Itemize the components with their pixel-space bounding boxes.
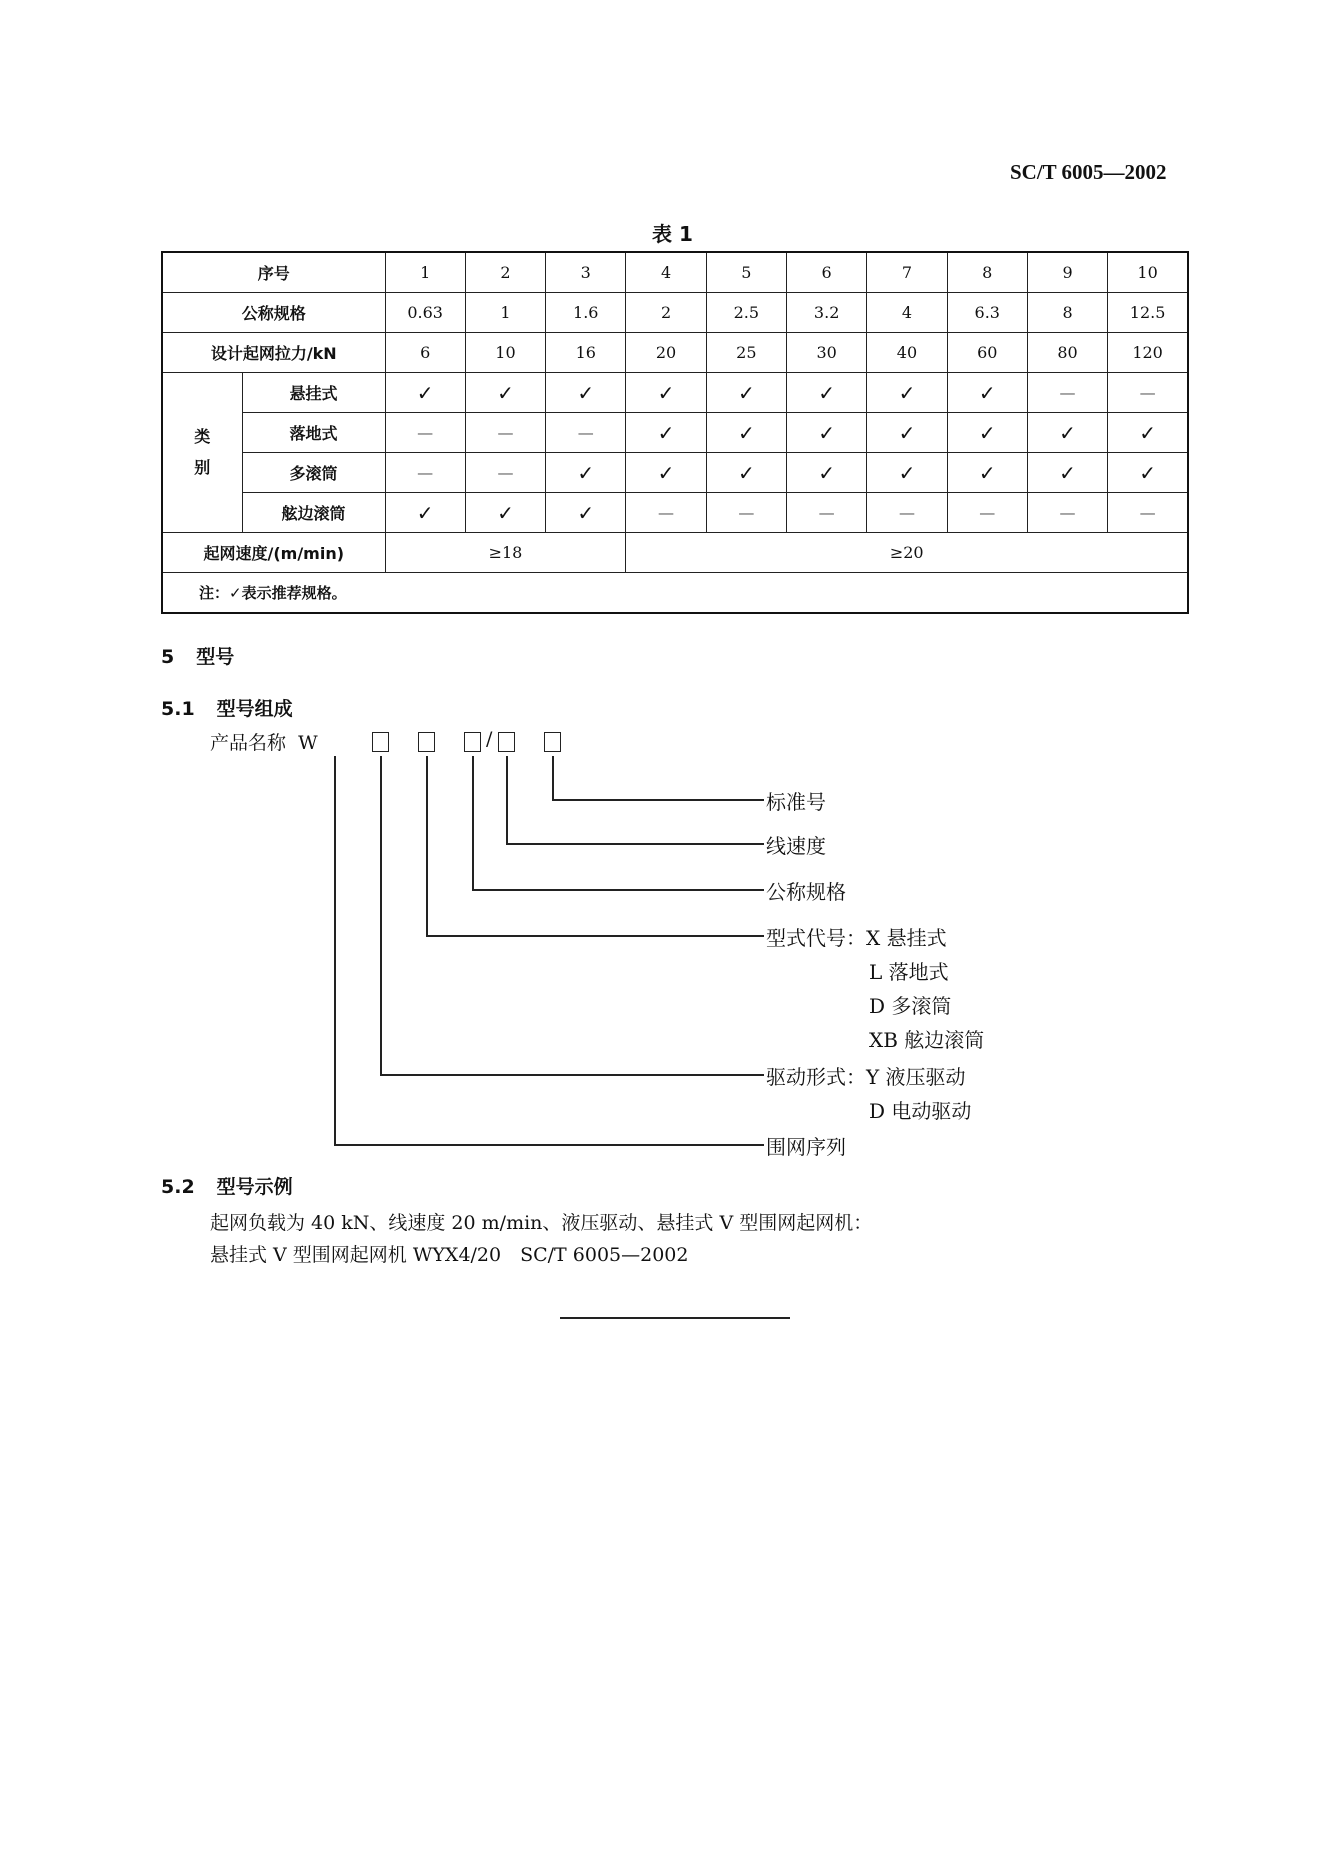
table-caption: 表 1: [652, 222, 693, 246]
force-cell: 120: [1108, 333, 1188, 373]
table-row-category: [162, 413, 1188, 453]
section-5-2-heading: [161, 1172, 293, 1199]
mark-cell: —: [1027, 493, 1107, 533]
index-cell: 8: [947, 252, 1027, 293]
index-cell: 10: [1108, 252, 1188, 293]
connector-drive-horizontal: [380, 1074, 764, 1076]
table-row-category: [162, 453, 1188, 493]
spec-cell: 6.3: [947, 293, 1027, 333]
mark-cell: ✓: [706, 373, 786, 413]
mark-cell: —: [465, 413, 545, 453]
section-5-heading: [161, 642, 234, 669]
section-title: 型号组成: [216, 698, 293, 720]
code-slot-spec: [464, 732, 481, 752]
mark-cell: ✓: [626, 373, 706, 413]
mark-cell: —: [947, 493, 1027, 533]
mark-cell: ✓: [1108, 453, 1188, 493]
label-type-xb: XB 舷边滚筒: [869, 1028, 985, 1052]
force-cell: 40: [867, 333, 947, 373]
mark-cell: —: [1108, 493, 1188, 533]
mark-cell: ✓: [787, 413, 867, 453]
force-cell: 25: [706, 333, 786, 373]
section-number: 5.1: [161, 698, 195, 720]
row-label-index: 序号: [162, 252, 385, 293]
row-label-force: 设计起网拉力/kN: [162, 333, 385, 373]
row-label-category: [162, 373, 242, 533]
spec-cell: 12.5: [1108, 293, 1188, 333]
connector-standard-horizontal: [552, 799, 764, 801]
force-cell: 20: [626, 333, 706, 373]
category-name: 落地式: [242, 413, 385, 453]
section-5-1-heading: [161, 694, 293, 721]
document-code: SC/T 6005—2002: [1010, 160, 1167, 184]
mark-cell: —: [626, 493, 706, 533]
spec-cell: 1.6: [546, 293, 626, 333]
label-seine-series: 围网序列: [766, 1135, 846, 1159]
connector-speed-horizontal: [506, 843, 764, 845]
mark-cell: ✓: [947, 413, 1027, 453]
connector-spec-horizontal: [472, 889, 764, 891]
mark-cell: —: [385, 413, 465, 453]
mark-cell: ✓: [385, 493, 465, 533]
index-cell: 7: [867, 252, 947, 293]
spec-cell: 3.2: [787, 293, 867, 333]
table-note: 注：✓表示推荐规格。: [162, 573, 1188, 614]
product-name-text: 产品名称: [210, 732, 287, 754]
connector-spec-vertical: [472, 756, 474, 890]
table-row-spec: [162, 293, 1188, 333]
mark-cell: —: [385, 453, 465, 493]
spec-cell: 4: [867, 293, 947, 333]
mark-cell: ✓: [546, 453, 626, 493]
category-name: 多滚筒: [242, 453, 385, 493]
force-cell: 6: [385, 333, 465, 373]
code-slot-standard: [544, 732, 561, 752]
section-title: 型号示例: [216, 1176, 293, 1198]
index-cell: 3: [546, 252, 626, 293]
example-line-2: 悬挂式 V 型围网起网机 WYX4/20 SC/T 6005—2002: [210, 1244, 689, 1266]
spec-table: [161, 251, 1189, 614]
mark-cell: ✓: [546, 493, 626, 533]
label-standard-number: 标准号: [766, 790, 826, 814]
category-name: 舷边滚筒: [242, 493, 385, 533]
mark-cell: ✓: [706, 413, 786, 453]
mark-cell: ✓: [947, 373, 1027, 413]
index-cell: 5: [706, 252, 786, 293]
spec-cell: 1: [465, 293, 545, 333]
mark-cell: ✓: [867, 453, 947, 493]
spec-cell: 2.5: [706, 293, 786, 333]
section-title: 型号: [196, 646, 235, 668]
mark-cell: ✓: [465, 373, 545, 413]
label-type-l: L 落地式: [869, 960, 949, 984]
speed-low-cell: ≥18: [385, 533, 626, 573]
connector-drive-vertical: [380, 756, 382, 1075]
code-slot-type: [418, 732, 435, 752]
mark-cell: ✓: [626, 413, 706, 453]
force-cell: 10: [465, 333, 545, 373]
force-cell: 30: [787, 333, 867, 373]
code-separator: /: [486, 728, 493, 750]
model-code-line: [210, 728, 318, 755]
label-drive-d: D 电动驱动: [869, 1099, 972, 1123]
section-number: 5.2: [161, 1176, 195, 1198]
mark-cell: ✓: [546, 373, 626, 413]
connector-speed-vertical: [506, 756, 508, 844]
table-row-note: [162, 573, 1188, 614]
model-letter: W: [298, 732, 318, 754]
label-drive-form: 驱动形式：Y 液压驱动: [766, 1065, 966, 1089]
mark-cell: —: [1027, 373, 1107, 413]
mark-cell: ✓: [867, 373, 947, 413]
code-slot-speed: [498, 732, 515, 752]
connector-standard-vertical: [552, 756, 554, 800]
row-label-speed: 起网速度/(m/min): [162, 533, 385, 573]
mark-cell: —: [465, 453, 545, 493]
category-label-text: 类别: [194, 427, 211, 477]
mark-cell: ✓: [626, 453, 706, 493]
mark-cell: ✓: [787, 453, 867, 493]
category-name: 悬挂式: [242, 373, 385, 413]
mark-cell: ✓: [1027, 453, 1107, 493]
connector-type-vertical: [426, 756, 428, 936]
index-cell: 6: [787, 252, 867, 293]
force-cell: 80: [1027, 333, 1107, 373]
mark-cell: ✓: [1027, 413, 1107, 453]
connector-series-horizontal: [334, 1144, 764, 1146]
end-rule: [560, 1317, 790, 1319]
label-type-d: D 多滚筒: [869, 994, 952, 1018]
mark-cell: —: [787, 493, 867, 533]
spec-cell: 8: [1027, 293, 1107, 333]
index-cell: 4: [626, 252, 706, 293]
mark-cell: ✓: [787, 373, 867, 413]
row-label-spec: 公称规格: [162, 293, 385, 333]
table-row-speed: [162, 533, 1188, 573]
mark-cell: —: [1108, 373, 1188, 413]
index-cell: 2: [465, 252, 545, 293]
table-row-category: [162, 373, 1188, 413]
mark-cell: ✓: [947, 453, 1027, 493]
mark-cell: ✓: [1108, 413, 1188, 453]
index-cell: 1: [385, 252, 465, 293]
table-row-category: [162, 493, 1188, 533]
mark-cell: ✓: [867, 413, 947, 453]
table-row-force: [162, 333, 1188, 373]
force-cell: 60: [947, 333, 1027, 373]
example-line-1: 起网负载为 40 kN、线速度 20 m/min、液压驱动、悬挂式 V 型围网起网机：: [210, 1212, 873, 1234]
code-slot-drive: [372, 732, 389, 752]
mark-cell: ✓: [706, 453, 786, 493]
index-cell: 9: [1027, 252, 1107, 293]
spec-cell: 2: [626, 293, 706, 333]
label-type-code: 型式代号：X 悬挂式: [766, 926, 947, 950]
connector-type-horizontal: [426, 935, 764, 937]
spec-cell: 0.63: [385, 293, 465, 333]
label-line-speed: 线速度: [766, 834, 826, 858]
speed-high-cell: ≥20: [626, 533, 1188, 573]
table-row-index: [162, 252, 1188, 293]
mark-cell: ✓: [385, 373, 465, 413]
connector-series-vertical: [334, 756, 336, 1145]
label-nominal-spec: 公称规格: [766, 880, 846, 904]
mark-cell: ✓: [465, 493, 545, 533]
mark-cell: —: [706, 493, 786, 533]
mark-cell: —: [867, 493, 947, 533]
force-cell: 16: [546, 333, 626, 373]
section-number: 5: [161, 646, 175, 668]
mark-cell: —: [546, 413, 626, 453]
